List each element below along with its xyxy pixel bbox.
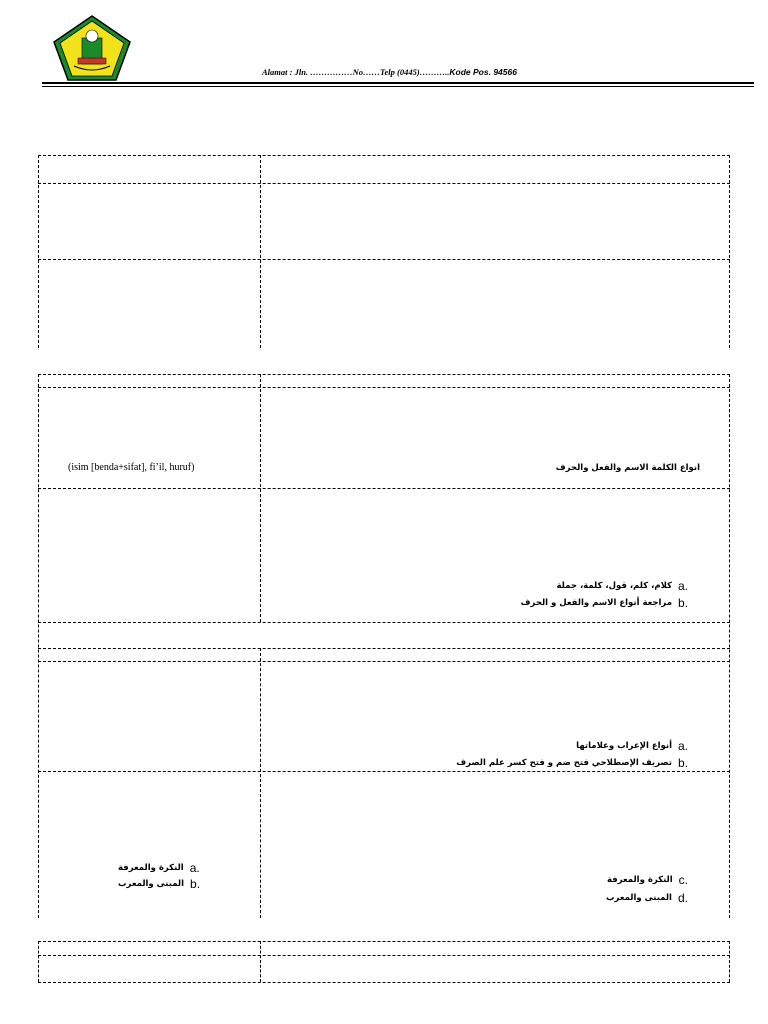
list-item: مراجعة أنواع الاسم والفعل و الحرف b. bbox=[520, 596, 688, 610]
list-item: أنواع الإعراب وعلاماتها a. bbox=[576, 739, 688, 753]
school-address: Alamat : Jln. ……………No……Telp (0445)………..Kode Pos. 94566 bbox=[262, 67, 517, 77]
list-item: النكرة والمعرفة a. bbox=[118, 861, 200, 875]
header-rule-thin bbox=[42, 86, 754, 87]
word-types-latin: (isim [benda+sifat], fi’il, huruf) bbox=[68, 462, 195, 473]
list-item: المبنى والمعرب b. bbox=[118, 877, 201, 891]
list-item: المبنى والمعرب d. bbox=[605, 891, 688, 905]
school-emblem-logo bbox=[52, 14, 132, 82]
list-item: كلام، كلم، قول، كلمة، جملة a. bbox=[556, 579, 688, 593]
list-item: تصريف الإصطلاحي فتح ضم و فتح كسر علم الصرف b. bbox=[456, 756, 688, 770]
word-types-arabic: انواع الكلمة الاسم والفعل والحرف bbox=[555, 463, 700, 473]
list-item: النكرة والمعرفة c. bbox=[606, 873, 688, 887]
header-rule-thick bbox=[42, 82, 754, 84]
postal-code: Kode Pos. 94566 bbox=[449, 67, 517, 77]
